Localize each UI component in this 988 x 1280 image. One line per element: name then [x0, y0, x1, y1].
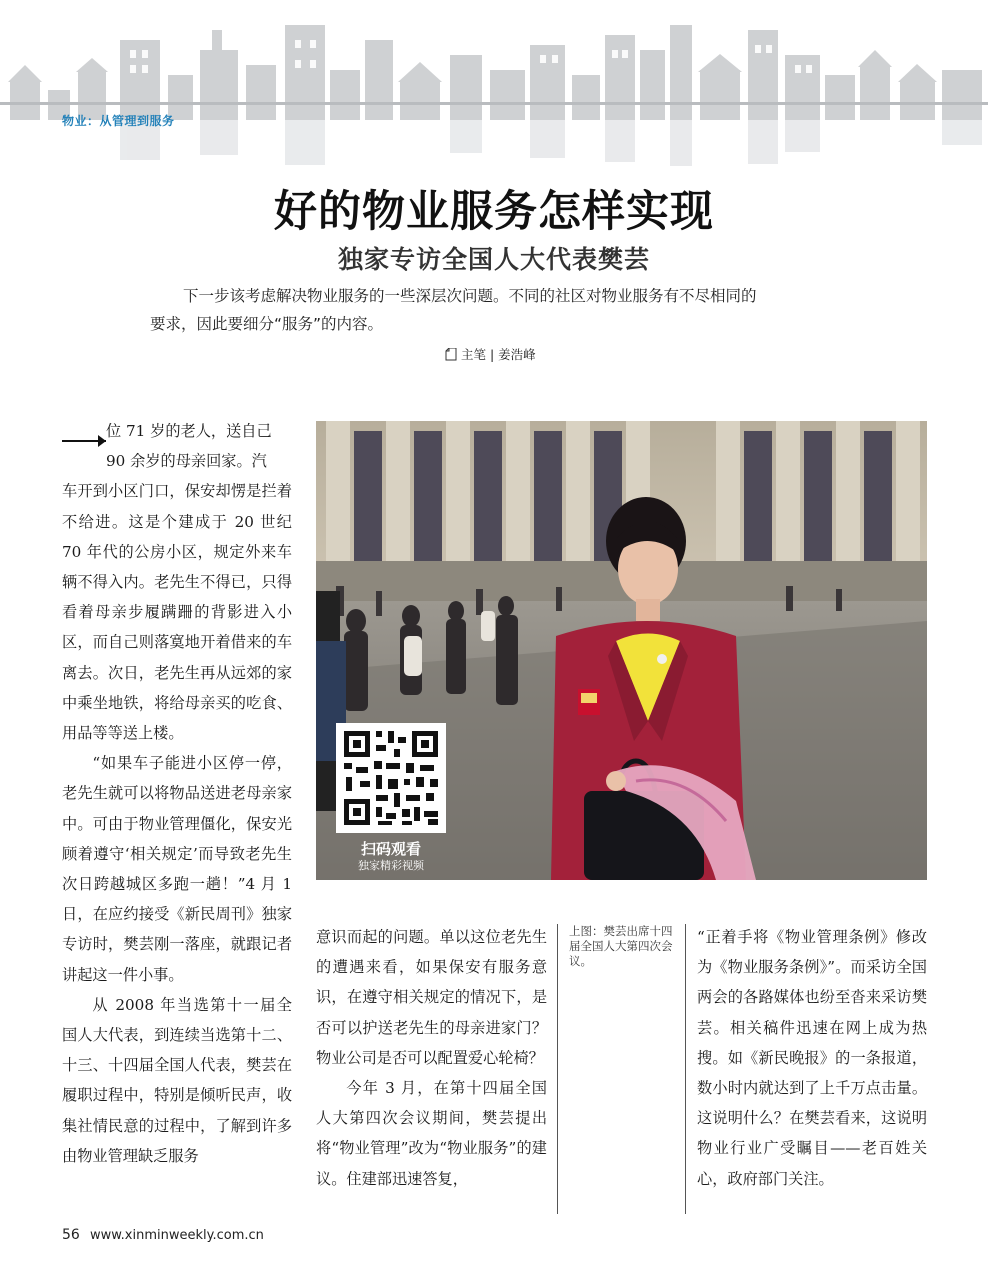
- col1-paragraph-3: 从 2008 年当选第十一届全国人大代表，到连续当选第十二、十三、十四届全国人代表，樊芸在履职过程中，特别是倾听民声，收集社情民意的过程中，了解到许多由物业管理缺乏服务: [62, 995, 292, 1165]
- qr-label: [336, 840, 446, 873]
- page-footer: [62, 1227, 264, 1243]
- body-column-3: [697, 922, 927, 1194]
- pen-icon: [445, 348, 457, 361]
- body-column-2: [316, 922, 547, 1194]
- col1-line-1: 位 71 岁的老人，送自己: [106, 422, 272, 440]
- col1-paragraph-1: 车开到小区门口，保安却愣是拦着不给进。这是个建成于 20 世纪 70 年代的公房小区，规定外来车辆不得入内。老先生不得已，只得看着母亲步履蹒跚的背影进入小区，而自己则落寞地开着借来的车离去。次日，老先生再从远郊的家中乘坐地铁，将给母亲买的吃食、用品等等送上楼。: [62, 482, 292, 743]
- col2-paragraph-1: 意识而起的问题。单以这位老先生的遭遇来看，如果保安有服务意识，在遵守相关规定的情况下，是否可以护送老先生的母亲进家门？物业公司是否可以配置爱心轮椅？: [316, 928, 547, 1067]
- col2-paragraph-2: 今年 3 月，在第十四届全国人大第四次会议期间，樊芸提出将“物业管理”改为“物业服务”的建议。住建部迅速答复，: [316, 1079, 547, 1188]
- qr-label-sub: 独家精彩视频: [358, 859, 424, 872]
- photo-caption: 上图：樊芸出席十四届全国人大第四次会议。: [569, 924, 673, 968]
- article-lead: [150, 282, 850, 338]
- column-divider-left: [557, 924, 558, 1214]
- col1-paragraph-2: “如果车子能进小区停一停，老先生就可以将物品送进老母亲家中。可由于物业管理僵化，保安光顾着遵守‘相关规定’而导致老先生次日跨越城区多跑一趟！”4 月 1 日，在应约接受《新民周刊》独家专访时，樊芸刚一落座，就跟记者讲起这一件小事。: [62, 754, 292, 984]
- article-subtitle: 独家专访全国人大代表樊芸: [337, 245, 650, 274]
- qr-label-main: 扫码观看: [360, 840, 421, 858]
- body-column-1: [62, 416, 292, 1171]
- col3-paragraph-1: “正着手将《物业管理条例》修改为《物业服务条例》”。而采访全国两会的各路媒体也纷至沓来采访樊芸。相关稿件迅速在网上成为热搜。如《新民晚报》的一条报道，数小时内就达到了上千万点击量。这说明什么？在樊芸看来，这说明物业行业广受瞩目——老百姓关心，政府部门关注。: [697, 928, 927, 1188]
- lead-line-1: 下一步该考虑解决物业服务的一些深层次问题。不同的社区对物业服务有不尽相同的: [183, 287, 757, 305]
- skyline-header-graphic: [0, 20, 988, 170]
- col1-line-2: 90 余岁的母亲回家。汽: [106, 452, 267, 471]
- qr-code[interactable]: [336, 723, 446, 833]
- footer-website: www.xinminweekly.com.cn: [89, 1228, 264, 1243]
- page-number: 56: [62, 1227, 80, 1243]
- byline-text: 主笔 | 姜浩峰: [461, 347, 536, 362]
- article-title: 好的物业服务怎样实现: [274, 187, 714, 237]
- section-tag: 物业：从管理到服务: [62, 114, 175, 128]
- lead-line-2: 要求，因此要细分“服务”的内容。: [150, 315, 384, 333]
- column-divider-right: [685, 924, 686, 1214]
- byline: [445, 345, 536, 363]
